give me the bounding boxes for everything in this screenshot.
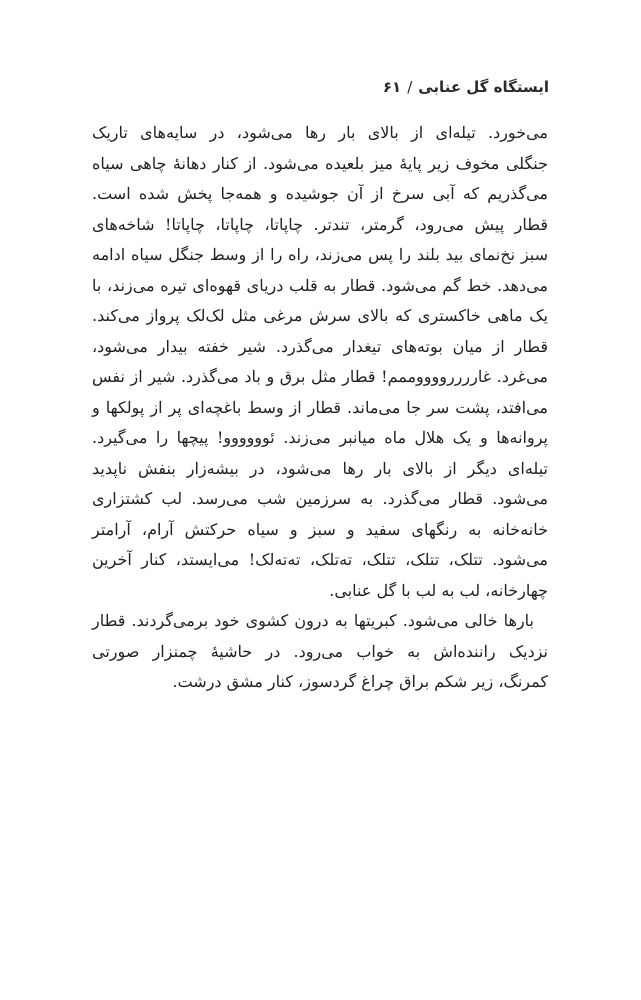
text-line: بارها خالی می‌شود. کبریتها به درون کشوی خود برمی‌گردند. قطار	[92, 611, 534, 630]
header-separator: /	[407, 78, 413, 96]
running-header	[92, 78, 549, 104]
paragraph-2	[92, 606, 548, 698]
text-line: جنگلی مخوف زیر پایهٔ میز بلعیده می‌شود. از کنار دهانهٔ چاهی سیاه	[92, 153, 548, 173]
text-line: خانه‌خانه به رنگهای سفید و سبز و سیاه حرکتش آرام، آرامتر	[92, 519, 548, 539]
text-line: می‌شود. قطار می‌گذرد. به سرزمین شب می‌رسد. لب کشتزاری	[92, 489, 548, 508]
text-line: سبز نخ‌نمای بید بلند را پس می‌زند، راه را از وسط جنگل سیاه ادامه	[92, 245, 549, 264]
text-line: می‌غرد. غاررررووووممم! قطار مثل برق و باد می‌گذرد. شیر از نفس	[92, 367, 548, 386]
text-line: می‌خورد. تیله‌ای از بالای بار رها می‌شود، در سایه‌های تاریک	[92, 123, 548, 142]
page-number: ۶۱	[382, 78, 402, 96]
text-line: می‌افتد، پشت سر جا می‌ماند. قطار از وسط باغچه‌ای پر از پولکها و	[92, 397, 548, 417]
text-line: نزدیک راننده‌اش به خواب می‌رود. در حاشیهٔ چمنزار صورتی	[92, 641, 548, 661]
text-line: تیله‌ای دیگر از بالای بار رها می‌شود، در بیشه‌زار بنفش ناپدید	[92, 458, 548, 478]
text-line: پروانه‌ها و یک هلال ماه میانبر می‌زند. ئوووووو! پیچها را می‌گیرد.	[92, 428, 548, 447]
text-line: می‌گذریم که آبی سرخ از آن جوشیده و همه‌جا پخش شده است.	[92, 184, 548, 203]
text-line: قطار از میان بوته‌های تیغدار می‌گذرد. شیر خفته بیدار می‌شود،	[92, 336, 548, 356]
body-text	[92, 118, 548, 698]
book-title: ایستگاه گل عنابی	[418, 78, 549, 96]
text-line: کمرنگ، زیر شکم براق چراغ گردسوز، کنار مشق درشت.	[172, 672, 548, 691]
text-line: می‌دهد. خط گم می‌شود. قطار به قلب دریای قهوه‌ای تیره می‌زند، با	[92, 275, 548, 295]
paragraph-1	[92, 118, 548, 606]
text-line: می‌شود. تتلک، تتلک، تتلک، ته‌تلک، ته‌ته‌لک! می‌ایستد، کنار آخرین	[92, 550, 548, 569]
text-line: قطار پیش می‌رود، گرمتر، تندتر. چاپاتا، چاپاتا، چاپاتا! شاخه‌های	[92, 214, 548, 234]
text-line: چهارخانه، لب به لب با گل عنابی.	[329, 580, 548, 600]
text-line: یک ماهی خاکستری که بالای سرش مرغی مثل لک‌لک پرواز می‌کند.	[92, 306, 548, 325]
